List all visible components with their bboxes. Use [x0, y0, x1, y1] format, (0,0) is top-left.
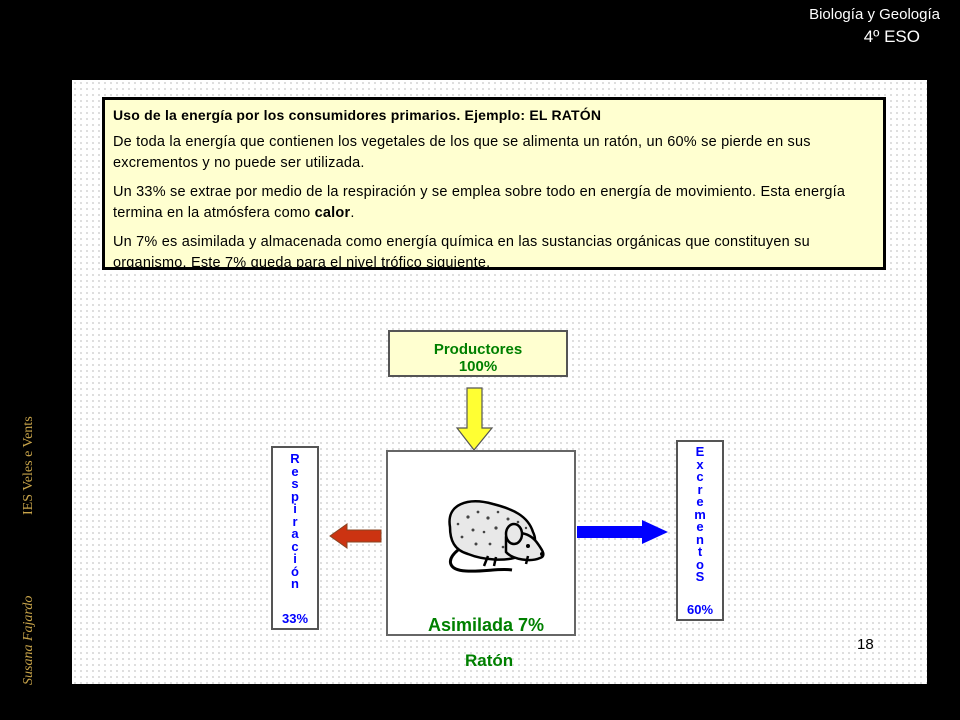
excrement-letter: E [695, 444, 705, 459]
respiration-letter: i [293, 501, 297, 516]
excrement-letter: e [696, 519, 704, 534]
subject-title: Biología y Geología [809, 6, 940, 23]
course-title: 4º ESO [863, 27, 920, 46]
respiration-letter: n [291, 576, 299, 591]
slide-panel [72, 80, 927, 684]
respiration-letter: c [291, 538, 299, 554]
assimilated-label: Asimilada 7% [428, 615, 545, 635]
respiration-percent: 33% [281, 611, 309, 626]
mouse-icon [388, 452, 574, 602]
respiration-letter: e [291, 463, 299, 479]
page-number: 18 [857, 636, 874, 653]
down-arrow [457, 388, 492, 450]
excrement-letter: o [696, 556, 704, 572]
excrement-box [676, 440, 724, 621]
info-paragraph-1: De toda la energía que contienen los vegetales de los que se alimenta un ratón, un 60% se pierde en sus excrementos y no puede ser utilizada. [113, 134, 811, 171]
excrement-percent: 60% [686, 602, 714, 617]
producers-box [388, 330, 568, 377]
mouse-label: Ratón [465, 651, 514, 670]
excrement-letter: e [696, 494, 704, 509]
excrement-letter: n [696, 531, 704, 547]
excrement-letter: t [697, 544, 703, 559]
respiration-letter: a [291, 526, 299, 541]
header [809, 6, 940, 47]
excrement-letter: S [695, 569, 705, 584]
respiration-letter: p [291, 488, 299, 504]
mouse-box [386, 450, 576, 636]
excrement-letter: x [696, 456, 704, 472]
respiration-letter: r [292, 513, 298, 529]
respiration-letter: R [290, 451, 300, 466]
author-name: Susana Fajardo [21, 595, 36, 685]
right-arrow-excrement [577, 520, 668, 544]
producers-percent: 100% [458, 358, 498, 375]
heat-word: calor [314, 205, 351, 221]
left-arrow-respiration [330, 524, 381, 548]
producers-label: Productores [433, 341, 523, 358]
respiration-label [273, 448, 317, 591]
info-paragraph-2: Un 33% se extrae por medio de la respiración y se emplea sobre todo en energía de movimiento. Esta energía termina en la atmósfera como calor. [113, 184, 846, 221]
school-name: IES Veles e Vents [21, 416, 36, 515]
respiration-letter: s [291, 476, 299, 491]
respiration-letter: ó [291, 563, 299, 579]
respiration-letter: i [293, 551, 297, 566]
respiration-box [271, 446, 319, 630]
excrement-letter: c [696, 469, 704, 484]
excrement-label [678, 442, 722, 584]
sidebar-credits [12, 375, 40, 695]
info-paragraph-3: Un 7% es asimilada y almacenada como energía química en las sustancias orgánicas que constituyen su organismo. Este 7% queda para el nivel trófico siguiente. [113, 234, 810, 271]
excrement-letter: m [694, 506, 706, 522]
info-title: Uso de la energía por los consumidores primarios. Ejemplo: EL RATÓN [113, 107, 602, 123]
excrement-letter: r [697, 481, 703, 497]
